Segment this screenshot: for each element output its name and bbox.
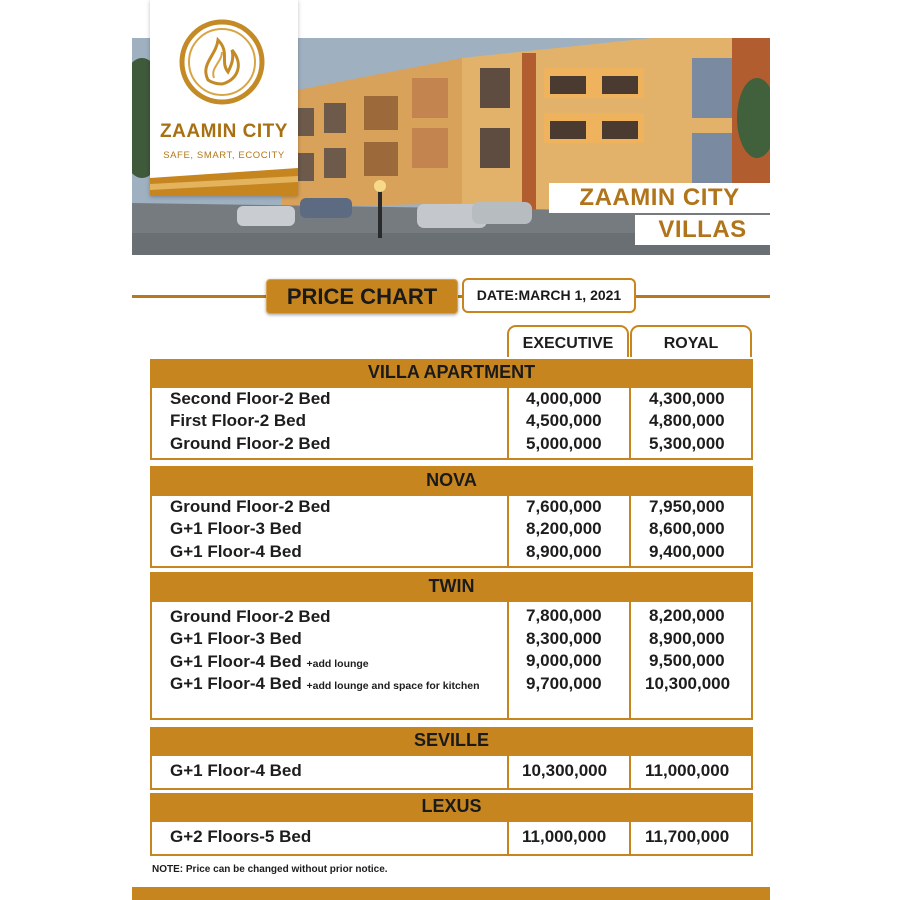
price-chart-title: PRICE CHART — [266, 279, 458, 314]
column-divider — [629, 754, 631, 790]
row-label: Ground Floor-2 Bed — [170, 497, 331, 516]
price-executive: 7,800,000 — [526, 606, 602, 625]
row-label: First Floor-2 Bed — [170, 411, 307, 430]
brand-tagline: SAFE, SMART, ECOCITY — [163, 150, 285, 161]
column-divider — [507, 600, 509, 720]
column-header-executive: EXECUTIVE — [507, 325, 629, 357]
brand-logo-card — [150, 0, 298, 196]
price-executive: 9,000,000 — [526, 651, 602, 670]
row-label-with-note — [170, 674, 480, 694]
footer-bar — [132, 887, 770, 900]
price-executive: 8,900,000 — [526, 542, 602, 561]
brand-name: ZAAMIN CITY — [160, 121, 288, 142]
price-executive: 11,000,000 — [522, 827, 607, 846]
row-label: Ground Floor-2 Bed — [170, 607, 331, 626]
column-divider — [629, 386, 631, 460]
column-divider — [507, 754, 509, 790]
price-executive: 9,700,000 — [526, 674, 602, 693]
price-royal: 8,600,000 — [649, 519, 725, 538]
row-label-with-note — [170, 652, 369, 672]
price-royal: 7,950,000 — [649, 497, 725, 516]
price-executive: 8,300,000 — [526, 629, 602, 648]
row-label: G+1 Floor-4 Bed — [170, 761, 302, 780]
section-header-lexus: LEXUS — [150, 793, 753, 820]
price-executive: 7,600,000 — [526, 497, 602, 516]
price-royal: 9,400,000 — [649, 542, 725, 561]
flame-logo-icon — [178, 18, 266, 106]
column-divider — [507, 820, 509, 856]
price-royal: 8,900,000 — [649, 629, 725, 648]
column-divider — [629, 600, 631, 720]
row-label: G+1 Floor-4 Bed — [170, 674, 302, 693]
column-header-royal: ROYAL — [630, 325, 752, 357]
section-header-nova: NOVA — [150, 466, 753, 494]
chart-date: DATE:MARCH 1, 2021 — [462, 278, 636, 313]
section-header-seville: SEVILLE — [150, 727, 753, 754]
price-royal: 11,000,000 — [645, 761, 730, 780]
row-label: G+1 Floor-4 Bed — [170, 652, 302, 671]
price-royal: 10,300,000 — [645, 674, 731, 693]
column-divider — [507, 386, 509, 460]
section-header-twin: TWIN — [150, 572, 753, 600]
row-label: Ground Floor-2 Bed — [170, 434, 331, 453]
price-royal: 11,700,000 — [645, 827, 730, 846]
price-royal: 8,200,000 — [649, 606, 725, 625]
villa-title-line1: ZAAMIN CITY — [549, 183, 770, 213]
villa-title-line2: VILLAS — [635, 215, 770, 245]
section-header-villa-apartment: VILLA APARTMENT — [150, 359, 753, 386]
row-label: G+2 Floors-5 Bed — [170, 827, 312, 846]
column-divider — [629, 820, 631, 856]
row-note: +add lounge and space for kitchen — [306, 680, 480, 692]
column-divider — [507, 494, 509, 568]
row-label: G+1 Floor-4 Bed — [170, 542, 302, 561]
disclaimer-note: NOTE: Price can be changed without prior notice. — [152, 864, 388, 875]
price-executive: 8,200,000 — [526, 519, 602, 538]
price-executive: 5,000,000 — [526, 434, 602, 453]
row-note: +add lounge — [306, 658, 369, 670]
price-royal: 4,800,000 — [649, 411, 725, 430]
row-label: Second Floor-2 Bed — [170, 389, 331, 408]
logo-ribbon — [150, 168, 298, 196]
column-divider — [629, 494, 631, 568]
price-executive: 4,000,000 — [526, 389, 602, 408]
row-label: G+1 Floor-3 Bed — [170, 629, 302, 648]
price-executive: 4,500,000 — [526, 411, 602, 430]
price-royal: 9,500,000 — [649, 651, 725, 670]
price-royal: 4,300,000 — [649, 389, 725, 408]
price-executive: 10,300,000 — [522, 761, 608, 780]
row-label: G+1 Floor-3 Bed — [170, 519, 302, 538]
price-royal: 5,300,000 — [649, 434, 725, 453]
